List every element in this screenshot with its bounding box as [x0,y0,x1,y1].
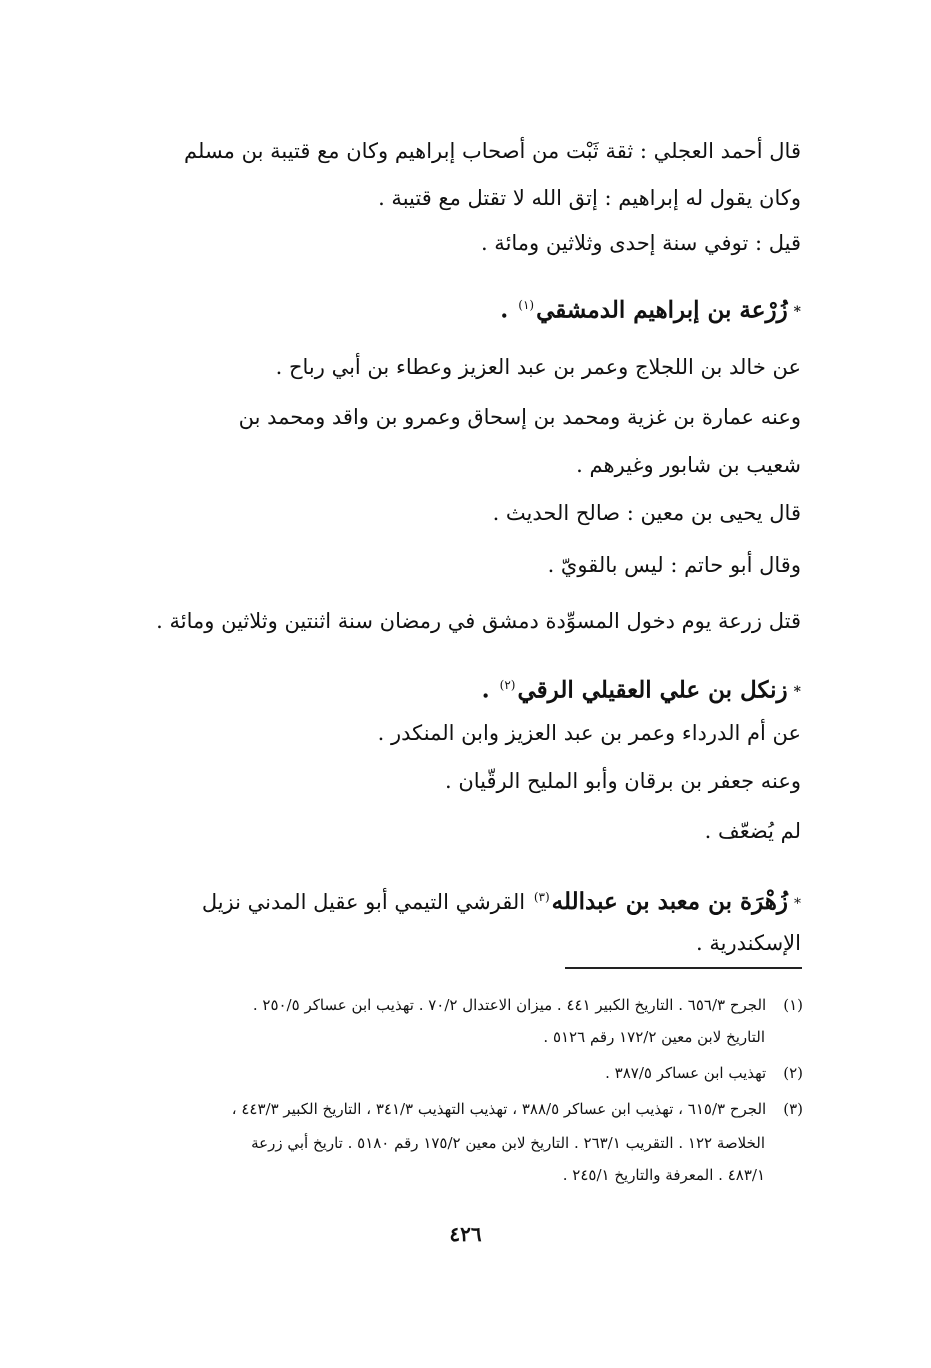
entry-marker-3: * [794,895,801,912]
footnote-1-cont-1: التاريخ لابن معين ١٧٢/٢ رقم ٥١٢٦ . [543,1028,765,1046]
entry-heading-1 [500,290,801,327]
body-line-13: الإسكندرية . [696,931,801,955]
entry-heading-3 [136,882,801,919]
body-line-10: عن أم الدرداء وعمر بن عبد العزيز وابن المنكدر . [377,721,801,745]
entry-heading-3-main [202,882,801,919]
footnote-3-cont-2: ٤٨٣/١ . المعرفة والتاريخ ٢٤٥/١ . [562,1166,765,1184]
body-line-2: وكان يقول له إبراهيم : إتق الله لا تقتل مع قتيبة . [378,186,801,210]
footnote-1 [253,994,803,1016]
entry-tail-3: القرشي التيمي أبو عقيل المدني نزيل [201,890,526,914]
body-line-5-text: وعنه عمارة بن غزية ومحمد بن إسحاق وعمرو بن واقد ومحمد بن [238,405,801,429]
footnote-3 [232,1098,803,1120]
body-line-9: قتل زرعة يوم دخول المسوِّدة دمشق في رمضان سنة اثنتين وثلاثين ومائة . [156,609,801,633]
footnote-2-number: (٢) [783,1064,803,1082]
entry-heading-2 [482,670,801,707]
entry-marker-2: * [793,683,801,700]
body-line-1-text: قال أحمد العجلي : ثقة ثَبْت من أصحاب إبراهيم وكان مع قتيبة بن مسلم [184,139,801,163]
body-line-12: لم يُضعّف . [704,819,801,843]
footnote-separator [565,967,802,969]
entry-name-2: زنكل بن علي العقيلي الرقي [517,676,788,704]
footnote-1-text: الجرح ٦٥٦/٣ . التاريخ الكبير ٤٤١ . ميزان الاعتدال ٧٠/٢ . تهذيب ابن عساكر ٢٥٠/٥ . [252,996,767,1014]
body-line-11: وعنه جعفر بن برقان وأبو المليح الرقّيان . [444,769,801,793]
entry-tail-1: . [500,296,509,324]
entry-tail-2: . [481,676,490,704]
body-line-8: وقال أبو حاتم : ليس بالقويّ . [547,553,801,577]
body-line-5 [136,402,801,432]
footnote-3-number: (٣) [783,1100,803,1118]
entry-name-3: زُهْرَة بن معبد بن عبدالله [551,888,788,915]
footnote-3-cont-1: الخلاصة ١٢٢ . التقريب ٢٦٣/١ . التاريخ لابن معين ١٧٥/٢ رقم ٥١٨٠ . تاريخ أبي زرعة [251,1134,765,1152]
entry-name-1: زُرْعة بن إبراهيم الدمشقي [536,296,788,324]
footnote-ref-1: (١) [518,298,535,312]
footnote-3-text: الجرح ٦١٥/٣ ، تهذيب ابن عساكر ٣٨٨/٥ ، تهذيب التهذيب ٣٤١/٣ ، التاريخ الكبير ٤٤٣/٣ ، [231,1100,767,1118]
body-line-4: عن خالد بن اللجلاج وعمر بن عبد العزيز وعطاء بن أبي رباح . [275,355,801,379]
footnote-ref-3: (٣) [533,890,550,904]
footnote-ref-2: (٢) [499,678,516,692]
footnote-2-text: تهذيب ابن عساكر ٣٨٧/٥ . [605,1064,767,1082]
page-number: ٤٢٦ [449,1222,482,1246]
footnote-2 [605,1062,803,1084]
footnote-1-number: (١) [783,996,803,1014]
entry-marker-1: * [793,303,801,320]
body-line-6: شعيب بن شابور وغيرهم . [576,453,801,477]
body-line-7: قال يحيى بن معين : صالح الحديث . [492,501,801,525]
body-line-1 [136,136,801,166]
body-line-3: قيل : توفي سنة إحدى وثلاثين ومائة . [480,231,801,255]
